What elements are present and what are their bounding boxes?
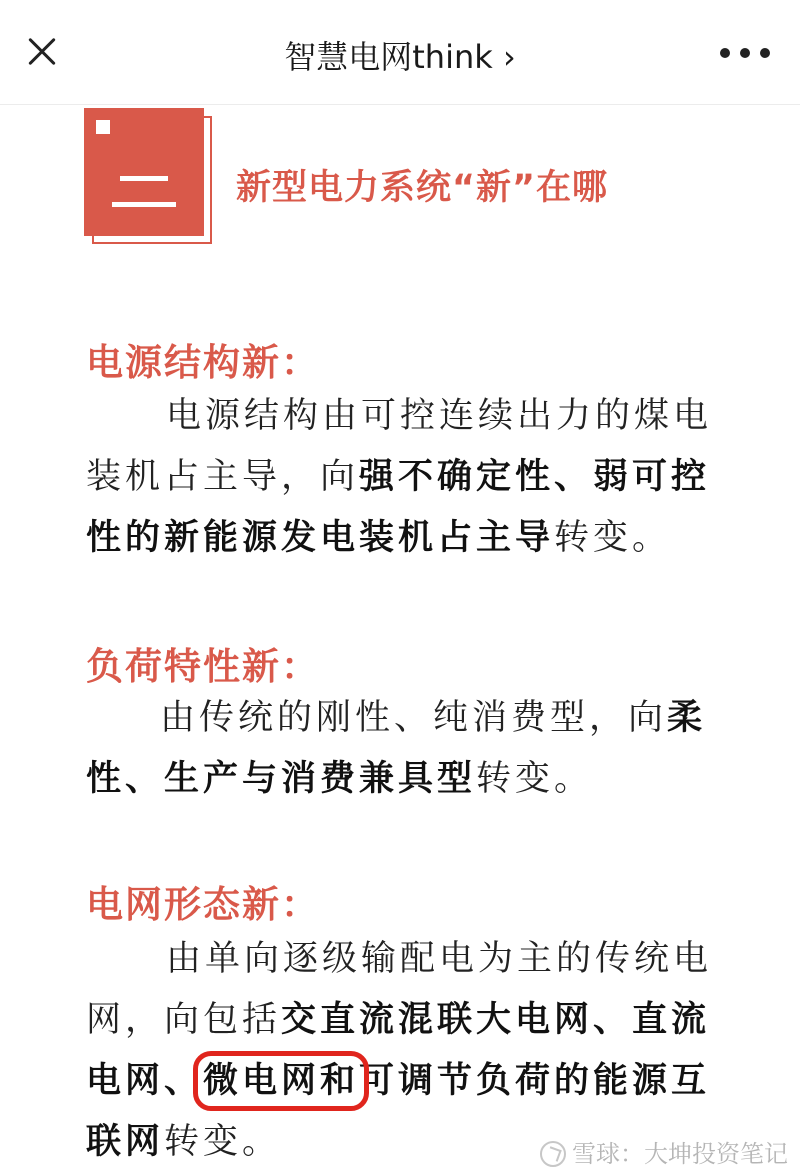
account-name: 智慧电网think	[284, 38, 493, 76]
section-number-glyph-top	[120, 176, 168, 181]
subheading-power-structure: 电源结构新：	[86, 341, 320, 384]
more-icon[interactable]	[720, 48, 770, 60]
emphasis-text: 柔性、生产与消费兼具型	[86, 698, 707, 799]
paragraph-text: 转变。	[164, 1122, 282, 1162]
paragraph-text: 转变。	[476, 759, 594, 799]
paragraph-text: 由单向逐级输配电为主的传统电网，向包括	[86, 939, 713, 1040]
account-title[interactable]	[0, 32, 800, 78]
highlighted-microgrid: 微电网和	[203, 1061, 360, 1101]
watermark-text: 雪球：大坤投资笔记	[572, 1140, 788, 1168]
watermark	[540, 1134, 788, 1169]
paragraph-text: 电源结构由可控连续出力的煤电装机占主导，向	[86, 396, 713, 497]
emphasis-text: 强不确定性、弱可控性的新能源发电装机占主导	[86, 457, 711, 558]
paragraph-load-characteristics	[86, 688, 716, 810]
snowball-logo-icon	[540, 1141, 566, 1167]
paragraph-text: 由传统的刚性、纯消费型，向	[160, 698, 668, 738]
emphasis-text: 可调节负荷的能源互联网	[86, 1061, 711, 1162]
emphasis-text: 交直流混联大电网、直流电网、	[86, 1000, 711, 1101]
section-number-badge	[84, 108, 206, 238]
subheading-grid-form: 电网形态新：	[86, 883, 320, 926]
section-title: 新型电力系统“新”在哪	[236, 168, 609, 208]
subheading-load-characteristics: 负荷特性新：	[86, 645, 320, 688]
paragraph-power-structure	[86, 386, 716, 569]
top-navigation-bar	[0, 0, 800, 105]
paragraph-text: 转变。	[554, 518, 672, 558]
section-number-glyph-bottom	[112, 202, 176, 207]
chevron-right-icon: ›	[502, 38, 516, 76]
